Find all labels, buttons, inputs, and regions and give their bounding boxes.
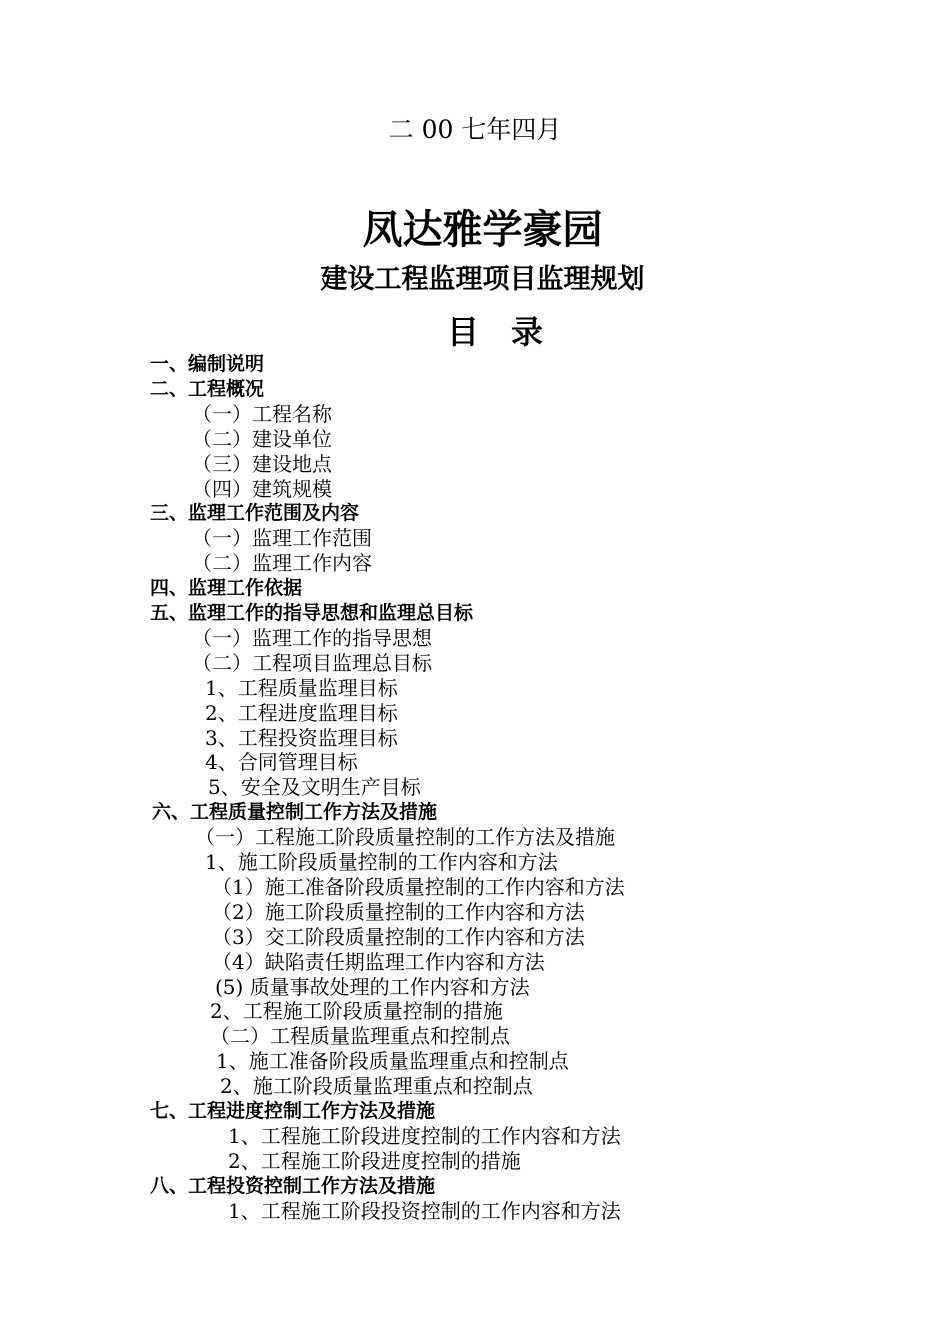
toc-entry[interactable]: （二）工程质量监理重点和控制点 — [210, 1024, 510, 1049]
toc-entry[interactable]: 2、施工阶段质量监理重点和控制点 — [220, 1074, 533, 1099]
toc-entry[interactable]: （3）交工阶段质量控制的工作内容和方法 — [212, 924, 585, 949]
toc-entry[interactable]: （二）工程项目监理总目标 — [192, 650, 432, 675]
toc-entry[interactable]: （1）施工准备阶段质量控制的工作内容和方法 — [212, 874, 625, 899]
plan-title: 建设工程监理项目监理规划 — [320, 264, 645, 295]
toc-entry[interactable]: （一）监理工作范围 — [192, 526, 372, 551]
toc-entry[interactable]: （一）工程施工阶段质量控制的工作方法及措施 — [195, 825, 615, 850]
toc-entry[interactable]: （一）监理工作的指导思想 — [192, 625, 432, 650]
toc-entry[interactable]: 2、工程进度监理目标 — [205, 700, 398, 725]
document-date: 二 00 七年四月 — [388, 115, 562, 144]
toc-entry[interactable]: （4）缺陷责任期监理工作内容和方法 — [212, 949, 545, 974]
toc-entry[interactable]: 一、编制说明 — [150, 353, 265, 375]
toc-entry[interactable]: 四、监理工作依据 — [150, 577, 303, 600]
toc-heading: 目 录 — [446, 313, 543, 351]
toc-entry[interactable]: （一）工程名称 — [192, 401, 332, 426]
toc-entry[interactable]: 1、施工准备阶段质量监理重点和控制点 — [216, 1049, 569, 1074]
toc-entry[interactable]: 二、工程概况 — [150, 377, 265, 400]
toc-entry[interactable]: 1、工程质量监理目标 — [205, 675, 398, 700]
toc-entry[interactable]: 2、工程施工阶段质量控制的措施 — [210, 999, 503, 1024]
toc-entry[interactable]: （三）建设地点 — [192, 451, 332, 476]
toc-entry[interactable]: （二）建设单位 — [192, 426, 332, 451]
toc-entry[interactable]: 三、监理工作范围及内容 — [150, 502, 360, 525]
project-name: 凤达雅学豪园 — [362, 206, 603, 253]
toc-entry[interactable]: 六、工程质量控制工作方法及措施 — [152, 801, 438, 824]
toc-entry[interactable]: 五、监理工作的指导思想和监理总目标 — [150, 602, 474, 624]
toc-entry[interactable]: 5、安全及文明生产目标 — [208, 775, 421, 800]
toc-entry[interactable]: 1、工程施工阶段进度控制的工作内容和方法 — [228, 1123, 621, 1148]
toc-entry[interactable]: 八、工程投资控制工作方法及措施 — [150, 1174, 436, 1197]
toc-entry[interactable]: （二）监理工作内容 — [192, 551, 372, 576]
toc-entry[interactable]: 1、施工阶段质量控制的工作内容和方法 — [205, 850, 558, 874]
toc-entry[interactable]: 1、工程施工阶段投资控制的工作内容和方法 — [228, 1198, 621, 1223]
toc-entry[interactable]: 3、工程投资监理目标 — [205, 725, 398, 750]
toc-entry[interactable]: （2）施工阶段质量控制的工作内容和方法 — [212, 899, 585, 924]
toc-entry[interactable]: 七、工程进度控制工作方法及措施 — [150, 1100, 436, 1122]
toc-entry[interactable]: (5) 质量事故处理的工作内容和方法 — [215, 974, 530, 999]
toc-entry[interactable]: 4、合同管理目标 — [205, 750, 358, 775]
toc-entry[interactable]: （四）建筑规模 — [192, 476, 332, 501]
toc-entry[interactable]: 2、工程施工阶段进度控制的措施 — [228, 1148, 521, 1173]
